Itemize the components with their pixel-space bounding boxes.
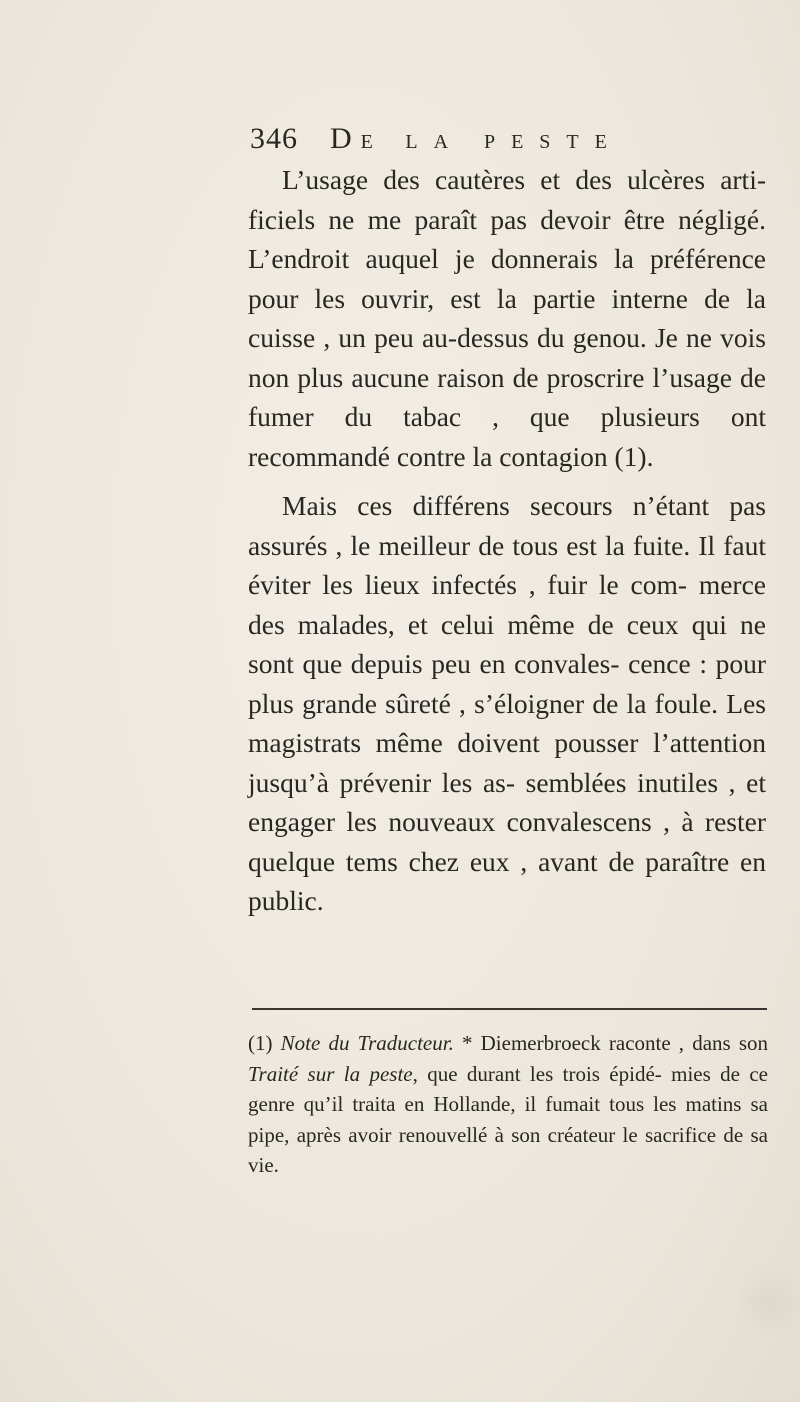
running-title-small: E	[360, 131, 389, 153]
paper-stain	[740, 1262, 800, 1342]
footnote-label: Note du Traducteur.	[280, 1031, 454, 1055]
footnote-separator	[252, 1008, 767, 1010]
footnote-text-2: , que durant les trois épidé- mies de ce genre qu’il traita en Hollande, il fumait tous les matins sa pipe, après avoir renouvellé à son créateur le sacrifice de sa vie.	[248, 1061, 768, 1177]
running-title-cap: D	[330, 122, 361, 155]
paragraph-1: L’usage des cautères et des ulcères arti- ficiels ne me paraît pas devoir être négligé. L’endroit auquel je donnerais la préférence pour les ouvrir, est la partie interne de la cuisse , un peu au-dessus du genou. Je ne vois non plus aucune raison de proscrire l’usage de fumer du tabac , que plusieurs ont recommandé contre la contagion (1).	[248, 164, 766, 472]
footnote-marker: (1)	[248, 1031, 273, 1055]
footnote	[248, 1028, 768, 1181]
running-title	[330, 122, 623, 155]
running-title-rest: LA PESTE	[405, 131, 623, 153]
page-number: 346	[250, 122, 298, 155]
body-text	[248, 160, 766, 921]
footnote-text	[248, 1028, 768, 1181]
page-header	[250, 122, 800, 162]
footnote-book-title: Traité sur la peste	[248, 1061, 413, 1086]
footnote-text-1: * Diemerbroeck raconte , dans son	[453, 1031, 769, 1055]
paragraph-2: Mais ces différens secours n’étant pas assurés , le meilleur de tous est la fuite. Il faut éviter les lieux infectés , fuir le com- merce des malades, et celui même de ceux qui ne sont que depuis peu en convales- cence : pour plus grande sûreté , s’éloigner de la foule. Les magistrats même doivent pousser l’attention jusqu’à prévenir les as- semblées inutiles , et engager les nouveaux convalescens , à rester quelque tems chez eux , avant de paraître en public.	[248, 490, 766, 916]
